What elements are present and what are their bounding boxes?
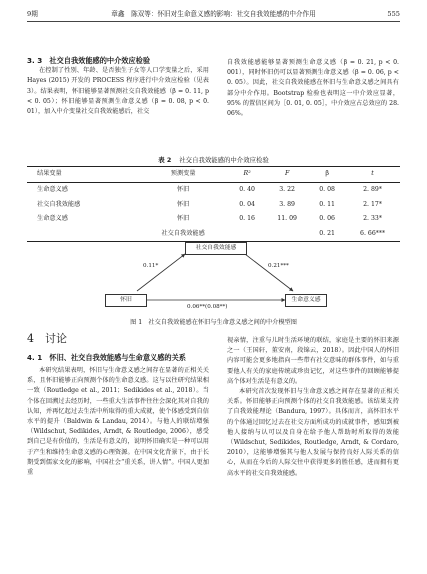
- body-paragraph: 本研究结果表明，怀旧与生命意义感之间存在显著的正相关关系，且怀旧能够正向预测个体的生命意义感。这与以往研究结果相一致（Routledge et al., 2011；Sedikides et al., 2018）。当个体在回溯过去经历时，一些重大生活事件往往会深化其对自我的认知，并再忆起过去生活中所取得的重大成就，使个体感受到自信水平的提升（Baldwin & Landau, 2014）。与他人的联结增强（Wildschut, Sedikides, Arndt, & Routledge, 2006），感受到自己是有价值的，生活是有意义的，说明怀旧确实是一种可以用于产生和维持生命意义感的心理资源。在中国文化背景下，由于长期受到儒家文化的影响，中国社会“重关系，讲人情”。中国人更加重: [27, 367, 209, 477]
- col-header: t: [345, 167, 400, 183]
- issue-number: 9期: [27, 10, 38, 18]
- table-cell: 社交自我效能感: [37, 200, 81, 208]
- section-33-left: [27, 56, 209, 117]
- mediation-model-figure: [105, 239, 325, 309]
- table-cell: 怀旧: [176, 200, 190, 208]
- table-cell: 生命意义感: [37, 215, 68, 223]
- table-cell: 社交自我效能感: [137, 227, 229, 242]
- table-cell: 0. 16: [239, 215, 255, 223]
- table-cell: 生命意义感: [37, 186, 68, 194]
- table-cell: 0. 40: [239, 186, 255, 194]
- discussion-heading: 4 讨论: [27, 332, 67, 345]
- table-cell: 3. 89: [279, 200, 295, 208]
- table-cell: 0. 06: [319, 215, 335, 223]
- col-header: β: [309, 167, 345, 183]
- path-a-arrow: [137, 254, 185, 291]
- table-row: [27, 198, 400, 213]
- body-paragraph: 视亲情，注重与儿时生活环境的联结，家庭是主要的怀旧来源之一（王国轩，董安南，段锦云，2018）。因此中国人的怀旧内容可能会更多地指向一些带有社交意味的群体事件，如与重要他人有关的家庭传统或珍贵记忆，对这些事件的回顾能够提高个体对生活是有意义的。: [227, 337, 399, 385]
- table-number: 表 2: [158, 156, 172, 164]
- table-row: [27, 212, 400, 227]
- table-cell: 2. 89*: [363, 186, 382, 194]
- table-cell: 2. 33*: [363, 215, 382, 223]
- col-header: R²: [229, 167, 265, 183]
- figure-caption: 图 1 社交自我效能感在怀旧与生命意义感之间的中介模型图: [130, 319, 297, 326]
- path-a-label: 0.11*: [143, 263, 159, 269]
- col-header: F: [265, 167, 309, 183]
- table-cell: 怀旧: [176, 215, 190, 223]
- outcome-box: 生命意义感: [285, 294, 327, 307]
- table-header-row: [27, 167, 400, 183]
- body-paragraph: 本研究首次发现怀旧与生命意义感之间存在显著的正相关关系。怀旧能够正向预测个体的社交自我效能感。该结果支持了自我效能理论（Bandura, 1997）。具体而言，高怀旧水平的个体通过回忆过去在社交方面所成功的成就事件，感知到被他人接纳与认可以及自身在给予他人帮助时所取得的效能（Wildschut, Sedikides, Routledge, Arndt, & Cordaro, 2010），这能够增强其与他人发展与保持良好人际关系的信心，从而在今后的人际交往中获得更多的胜任感，进而拥有更高水平的社交自我效能感。: [227, 388, 399, 477]
- subsection-title: 4. 1 怀旧、社交自我效能感与生命意义感的关系: [27, 353, 186, 362]
- table-cell: 怀旧: [176, 186, 190, 194]
- body-paragraph: 自我效能感能够显著预测生命意义感（β = 0. 21, p < 0. 001），同时怀旧仍可以显著预测生命意义感（β = 0. 06, p < 0. 05）。因此，社交自我效能感在怀旧与生命意义感之间具有部分中介作用。Bootstrap 检验也表明这一中介效应显著，95% 的置信区间为［0. 01, 0. 05］，中介效应占总效应的 28. 06%。: [227, 59, 399, 118]
- table-row: [27, 183, 400, 198]
- col-header: 结果变量: [27, 167, 137, 183]
- body-paragraph: 在控制了性别、年龄、是否独生子女等人口学变量之后，采用 Hayes (2015) 开发的 PROCESS 程序进行中介效应检验（见表 3）。结果表明，怀旧能够显著预测社交自我效能感（β = 0. 11, p < 0. 05）；怀旧能够显著预测生命意义感（β = 0. 08, p < 0. 01），加入中介变量社交自我效能感后，社交: [27, 67, 209, 116]
- path-c-label: 0.06**(0.08**): [187, 304, 228, 310]
- predictor-box: 怀旧: [105, 294, 147, 307]
- running-header: [27, 7, 400, 22]
- running-title: 章鑫 陈双等：怀旧对生命意义感的影响：社交自我效能感的中介作用: [111, 10, 316, 18]
- col-header: 预测变量: [137, 167, 229, 183]
- mediator-box: 社交自我效能感: [185, 242, 247, 255]
- table-cell: 0. 08: [319, 186, 335, 194]
- table-cell: 0. 21: [309, 227, 345, 242]
- table-cell: 3. 22: [279, 186, 295, 194]
- path-b-arrow: [245, 254, 293, 291]
- section-title: 3. 3 社交自我效能感的中介效应检验: [27, 56, 151, 65]
- discussion-right: [227, 336, 399, 479]
- mediation-table: [27, 166, 400, 242]
- page-number: 555: [387, 10, 400, 18]
- table-cell: 6. 66***: [345, 227, 400, 242]
- path-b-label: 0.21***: [268, 263, 289, 269]
- table-cell: 0. 04: [239, 200, 255, 208]
- discussion-left: [27, 352, 209, 478]
- table-caption: [27, 155, 400, 165]
- section-33-right: [227, 58, 399, 119]
- table-cell: 11. 09: [277, 215, 297, 223]
- table-cell: 2. 17*: [363, 200, 382, 208]
- table-cell: 0. 11: [319, 200, 335, 208]
- table-title: 社交自我效能感的中介效应检验: [179, 156, 269, 164]
